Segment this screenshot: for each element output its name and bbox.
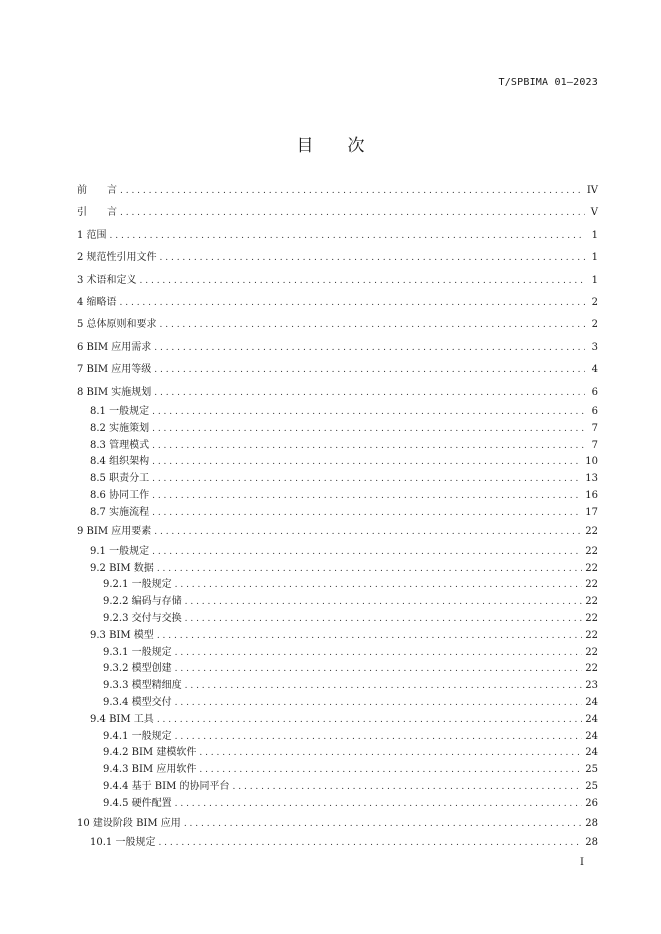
toc-title-part1: 目	[296, 136, 314, 156]
toc-entry[interactable]	[77, 611, 598, 628]
toc-entry-label: 7 BIM 应用等级	[77, 364, 152, 376]
document-code: T/SPBIMA 01—2023	[498, 77, 598, 88]
dot-leader	[140, 270, 585, 292]
toc-entry-page: 7	[591, 439, 598, 451]
toc-entry[interactable]	[77, 404, 598, 421]
toc-entry-page: 16	[585, 489, 598, 501]
toc-entry[interactable]	[77, 454, 598, 471]
toc-entry-label: 10 建设阶段 BIM 应用	[77, 817, 181, 829]
toc-entry-page: 23	[585, 680, 598, 692]
toc-entry-page: 13	[585, 473, 598, 485]
toc-entry-label: 8 BIM 实施规划	[77, 386, 152, 398]
toc-entry-label: 8.7 实施流程	[90, 506, 150, 518]
toc-entry-page: 22	[585, 579, 598, 591]
toc-entry-page: 1	[591, 229, 598, 241]
toc-entry-label: 9.3.1 一般规定	[103, 646, 172, 658]
toc-entry[interactable]	[77, 202, 598, 224]
toc-entry-label: 9.3.3 模型精细度	[103, 680, 182, 692]
toc-entry[interactable]	[77, 813, 598, 835]
toc-entry[interactable]	[77, 594, 598, 611]
toc-entry[interactable]	[77, 835, 598, 852]
toc-entry-label: 9.4.1 一般规定	[103, 730, 172, 742]
toc-entry-page: 22	[585, 646, 598, 658]
dot-leader	[160, 247, 585, 269]
dot-leader	[120, 202, 585, 224]
toc-entry-label: 9.3.4 模型交付	[103, 697, 172, 709]
toc-entry-label: 4 缩略语	[77, 296, 117, 308]
dot-leader	[152, 544, 582, 561]
dot-leader	[175, 796, 583, 813]
toc-entry-page: 4	[591, 364, 598, 376]
toc-entry-page: 26	[585, 797, 598, 809]
toc-entry[interactable]	[77, 561, 598, 578]
toc-entry-label: 6 BIM 应用需求	[77, 341, 152, 353]
dot-leader	[185, 594, 583, 611]
dot-leader	[152, 438, 585, 455]
table-of-contents	[77, 180, 598, 852]
toc-entry-page: 24	[585, 747, 598, 759]
toc-entry-label: 9.3.2 模型创建	[103, 663, 172, 675]
dot-leader	[152, 488, 582, 505]
dot-leader	[175, 729, 583, 746]
page-number: I	[580, 857, 584, 868]
toc-entry-label: 9.1 一般规定	[90, 545, 150, 557]
dot-leader	[175, 645, 583, 662]
toc-entry-page: 22	[585, 526, 598, 538]
toc-entry[interactable]	[77, 337, 598, 359]
toc-entry-label: 9.4.3 BIM 应用软件	[103, 764, 197, 776]
dot-leader	[110, 225, 585, 247]
toc-entry-label: 5 总体原则和要求	[77, 319, 157, 331]
toc-entry-page: 7	[591, 422, 598, 434]
toc-entry-page: 28	[585, 837, 598, 849]
toc-entry-label: 8.2 实施策划	[90, 422, 150, 434]
toc-entry-page: 22	[585, 663, 598, 675]
toc-entry[interactable]	[77, 729, 598, 746]
dot-leader	[152, 505, 582, 522]
toc-entry-label: 8.5 职责分工	[90, 473, 150, 485]
toc-entry-label: 1 范围	[77, 229, 107, 241]
toc-entry-page: 22	[585, 545, 598, 557]
toc-entry[interactable]	[77, 438, 598, 455]
dot-leader	[185, 611, 583, 628]
toc-entry-page: 1	[591, 252, 598, 264]
toc-entry-page: 22	[585, 613, 598, 625]
toc-entry[interactable]	[77, 314, 598, 336]
toc-entry[interactable]	[77, 225, 598, 247]
dot-leader	[199, 745, 582, 762]
dot-leader	[185, 678, 583, 695]
toc-entry[interactable]	[77, 292, 598, 314]
toc-entry-page: 24	[585, 713, 598, 725]
dot-leader	[157, 628, 582, 645]
toc-entry-label: 9 BIM 应用要素	[77, 526, 152, 538]
toc-entry[interactable]	[77, 645, 598, 662]
dot-leader	[175, 577, 583, 594]
toc-entry[interactable]	[77, 180, 598, 202]
dot-leader	[157, 561, 582, 578]
toc-entry-page: 24	[585, 730, 598, 742]
toc-entry[interactable]	[77, 796, 598, 813]
toc-entry-page: 22	[585, 562, 598, 574]
toc-entry-page: 10	[585, 456, 598, 468]
toc-entry-page: 3	[591, 341, 598, 353]
toc-entry[interactable]	[77, 779, 598, 796]
toc-entry[interactable]	[77, 544, 598, 561]
toc-title-part2: 次	[347, 136, 365, 156]
toc-entry-label: 9.2.1 一般规定	[103, 579, 172, 591]
toc-entry-page: 2	[591, 319, 598, 331]
toc-entry[interactable]	[77, 270, 598, 292]
dot-leader	[154, 382, 585, 404]
toc-entry-label: 9.2.2 编码与存储	[103, 596, 182, 608]
toc-entry-page: 22	[585, 596, 598, 608]
toc-entry-page: 6	[591, 405, 598, 417]
dot-leader	[175, 661, 583, 678]
dot-leader	[158, 835, 582, 852]
dot-leader	[157, 712, 582, 729]
toc-entry-label: 9.4.4 基于 BIM 的协同平台	[103, 781, 230, 793]
toc-entry-label: 8.6 协同工作	[90, 489, 150, 501]
dot-leader	[152, 421, 585, 438]
dot-leader	[152, 454, 582, 471]
toc-entry[interactable]	[77, 382, 598, 404]
toc-entry-label: 8.1 一般规定	[90, 405, 150, 417]
toc-entry-page: 1	[591, 274, 598, 286]
toc-title	[0, 131, 661, 156]
toc-entry-label: 9.4.5 硬件配置	[103, 797, 172, 809]
toc-entry-label: 9.4.2 BIM 建模软件	[103, 747, 197, 759]
toc-entry-page: IV	[586, 185, 598, 196]
toc-entry[interactable]	[77, 628, 598, 645]
dot-leader	[152, 404, 585, 421]
toc-entry-page: 25	[585, 781, 598, 793]
toc-entry-label: 8.4 组织架构	[90, 456, 150, 468]
toc-entry-label: 9.2 BIM 数据	[90, 562, 154, 574]
toc-entry[interactable]	[77, 488, 598, 505]
dot-leader	[154, 337, 585, 359]
toc-entry-label: 9.4 BIM 工具	[90, 713, 154, 725]
toc-entry-page: 17	[585, 506, 598, 518]
toc-entry-label: 9.3 BIM 模型	[90, 629, 154, 641]
toc-entry-page: V	[590, 207, 598, 219]
dot-leader	[120, 292, 585, 314]
toc-entry-label: 2 规范性引用文件	[77, 252, 157, 264]
toc-entry-label: 前 言	[77, 185, 117, 196]
toc-entry-label: 10.1 一般规定	[90, 837, 156, 849]
toc-entry[interactable]	[77, 695, 598, 712]
toc-entry-label: 引 言	[77, 207, 117, 219]
toc-entry-page: 28	[585, 817, 598, 829]
dot-leader	[233, 779, 583, 796]
toc-entry-page: 2	[591, 296, 598, 308]
dot-leader	[152, 471, 582, 488]
toc-entry-page: 6	[591, 386, 598, 398]
toc-entry[interactable]	[77, 762, 598, 779]
toc-entry-page: 22	[585, 629, 598, 641]
toc-entry[interactable]	[77, 745, 598, 762]
dot-leader	[175, 695, 583, 712]
toc-entry-label: 3 术语和定义	[77, 274, 137, 286]
dot-leader	[184, 813, 582, 835]
toc-entry[interactable]	[77, 471, 598, 488]
toc-entry[interactable]	[77, 678, 598, 695]
toc-entry[interactable]	[77, 247, 598, 269]
toc-entry[interactable]	[77, 661, 598, 678]
toc-entry-page: 24	[585, 697, 598, 709]
dot-leader	[199, 762, 582, 779]
dot-leader	[154, 521, 582, 543]
toc-entry[interactable]	[77, 421, 598, 438]
toc-entry[interactable]	[77, 712, 598, 729]
toc-entry-label: 8.3 管理模式	[90, 439, 150, 451]
dot-leader	[160, 314, 585, 336]
toc-entry[interactable]	[77, 577, 598, 594]
dot-leader	[120, 180, 584, 202]
toc-entry[interactable]	[77, 505, 598, 522]
toc-entry-page: 25	[585, 764, 598, 776]
toc-entry[interactable]	[77, 359, 598, 381]
toc-entry[interactable]	[77, 521, 598, 543]
dot-leader	[154, 359, 585, 381]
toc-entry-label: 9.2.3 交付与交换	[103, 613, 182, 625]
